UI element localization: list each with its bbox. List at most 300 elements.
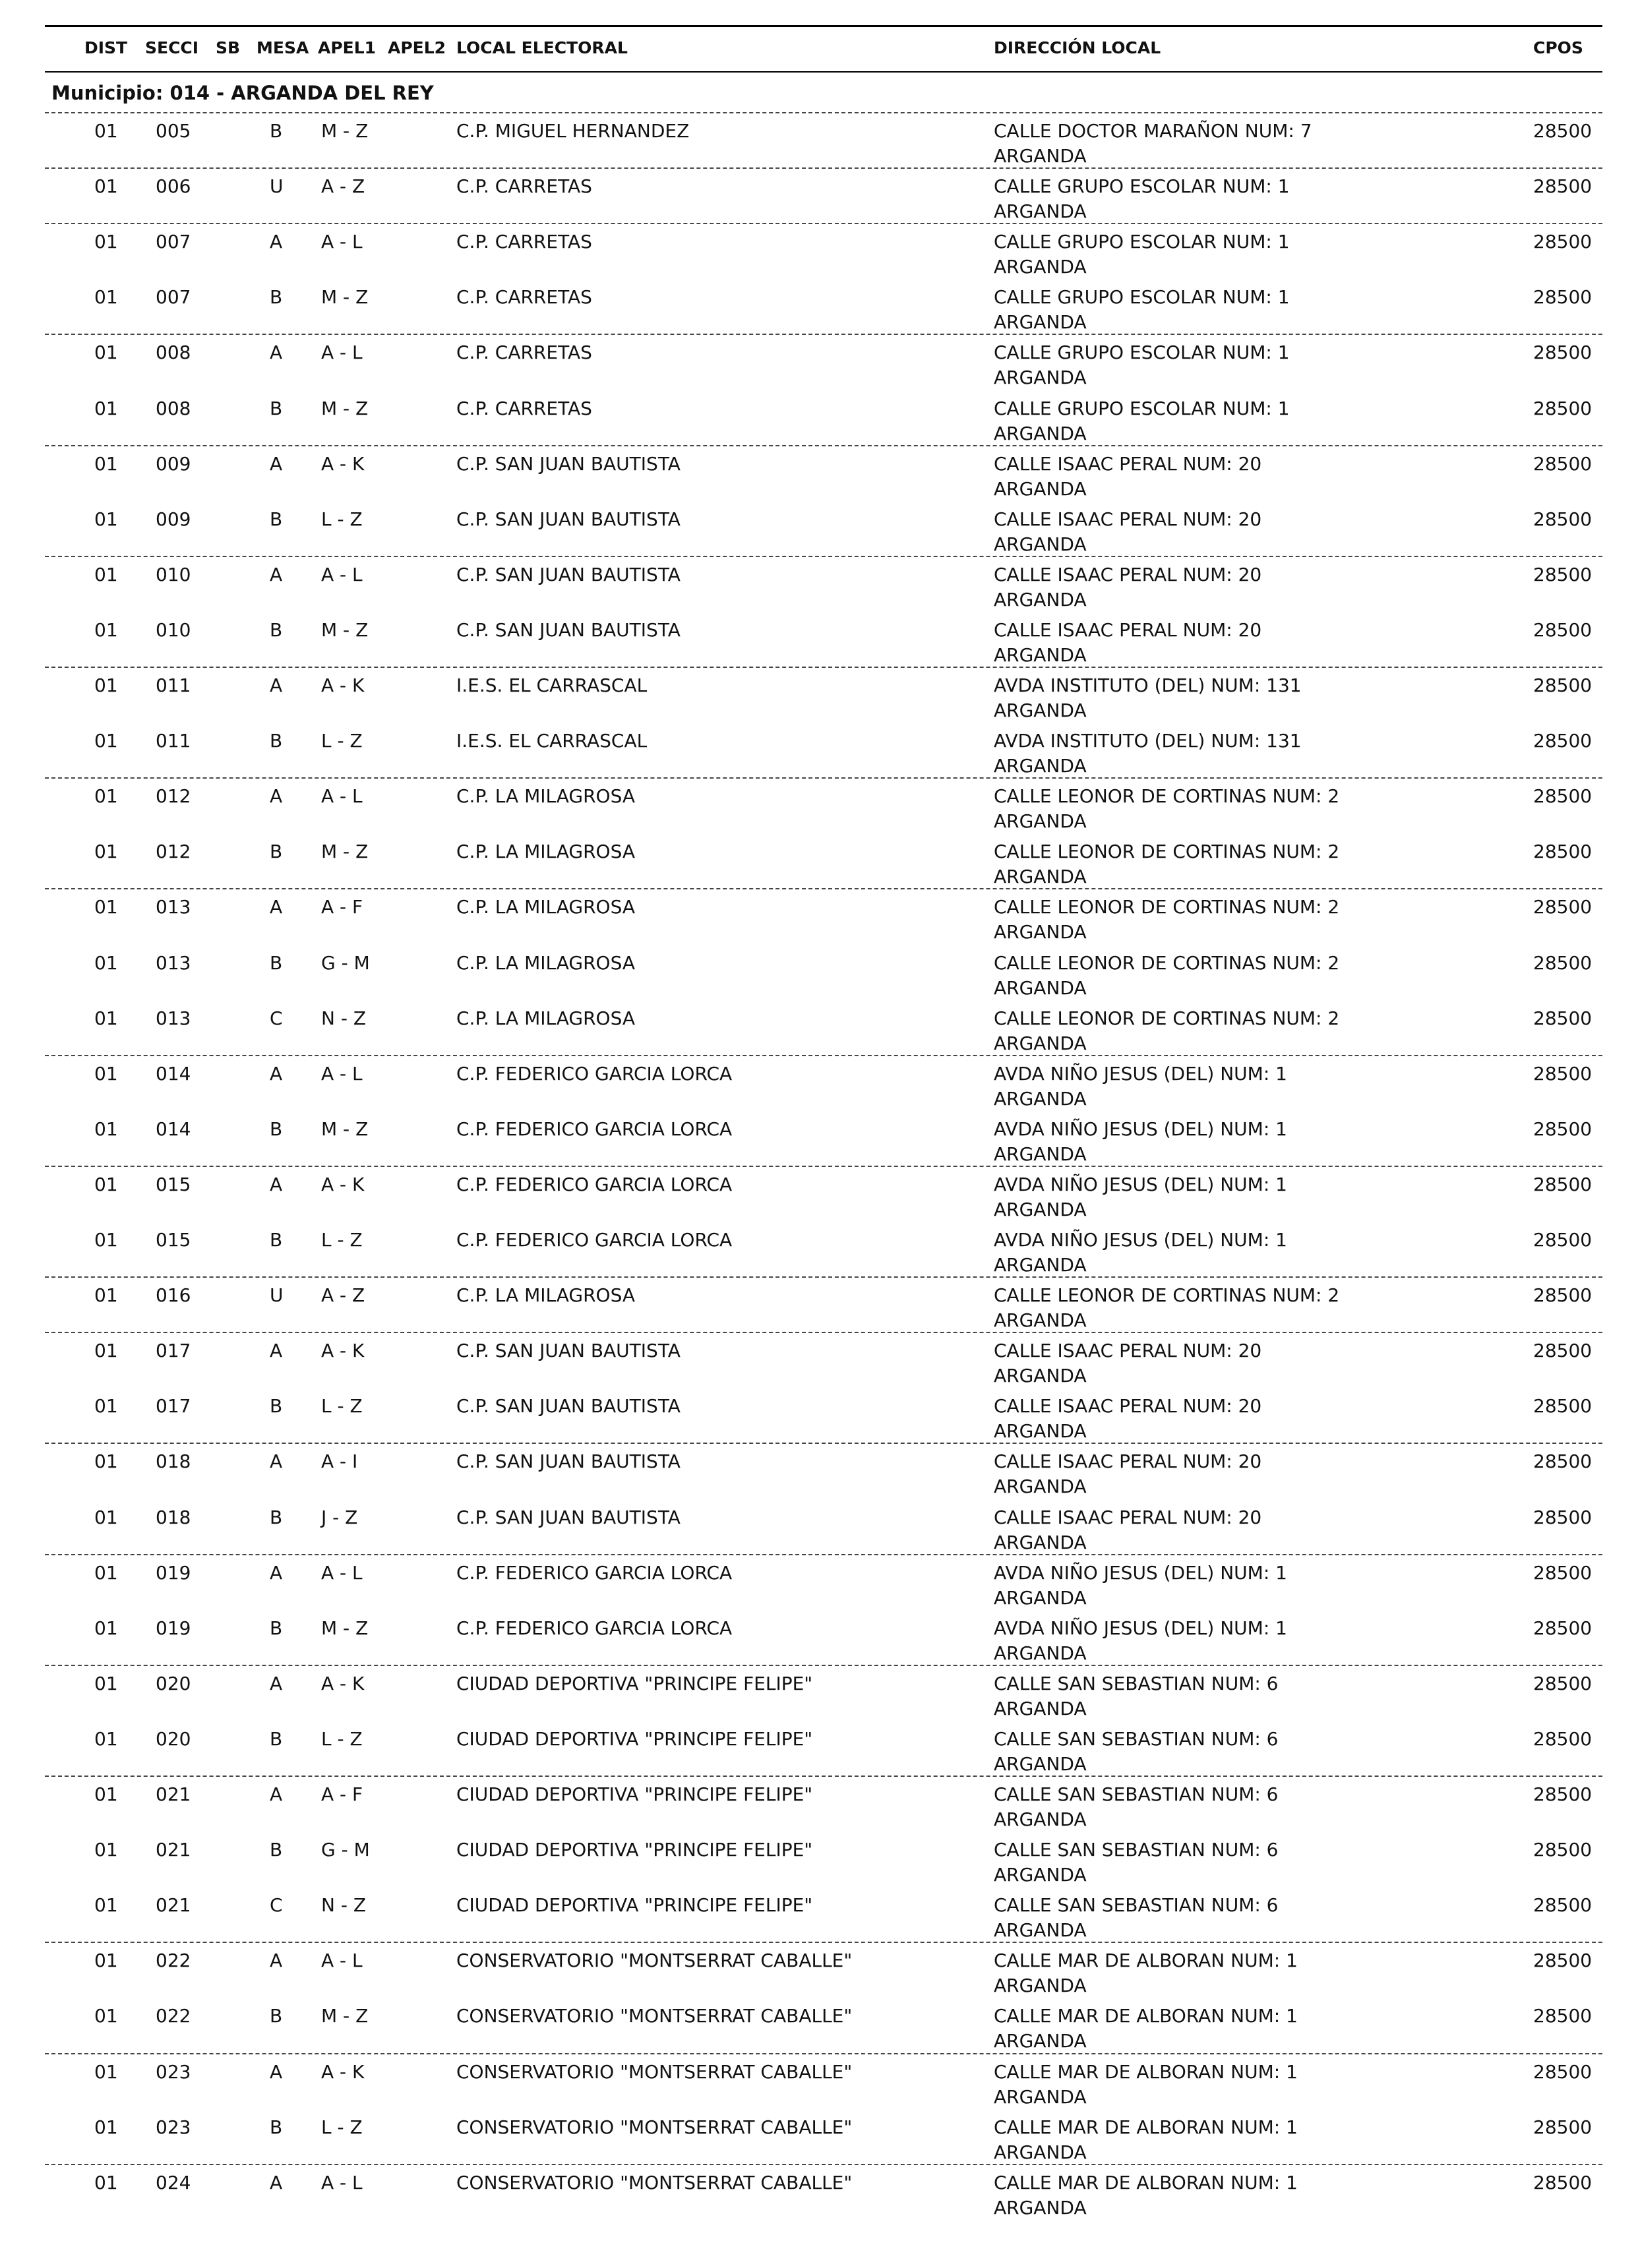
cell-secci: 020 — [156, 1673, 191, 1694]
cell-mesa: A - Z — [321, 175, 365, 197]
cell-local: C.P. LA MILAGROSA — [456, 841, 636, 862]
cell-sb: A — [270, 1950, 283, 1971]
cell-dist: 01 — [94, 1118, 118, 1140]
cell-secci: 014 — [156, 1063, 191, 1085]
cell-mesa: A - L — [321, 2172, 363, 2193]
cell-mesa: J - Z — [321, 1507, 358, 1528]
cell-sb: B — [270, 398, 283, 419]
cell-local: C.P. CARRETAS — [456, 286, 592, 308]
table-row — [0, 1613, 1638, 1669]
cell-local: I.E.S. EL CARRASCAL — [456, 674, 648, 696]
cell-dist: 01 — [94, 1340, 118, 1361]
cell-mesa: A - K — [321, 1673, 365, 1694]
cell-address-line1: CALLE LEONOR DE CORTINAS NUM: 2 — [994, 896, 1340, 918]
cell-address-line2: ARGANDA — [994, 1254, 1087, 1276]
cell-cpos: 28500 — [1533, 785, 1592, 807]
cell-local: C.P. SAN JUAN BAUTISTA — [456, 508, 681, 530]
cell-mesa: M - Z — [321, 1617, 369, 1639]
cell-address-line2: ARGANDA — [994, 977, 1087, 999]
table-row — [0, 1170, 1638, 1225]
cell-cpos: 28500 — [1533, 2116, 1592, 2138]
cell-secci: 019 — [156, 1617, 191, 1639]
table-row — [0, 781, 1638, 837]
cell-cpos: 28500 — [1533, 1118, 1592, 1140]
cell-address-line2: ARGANDA — [994, 589, 1087, 611]
cell-address-line1: CALLE ISAAC PERAL NUM: 20 — [994, 453, 1262, 475]
cell-sb: B — [270, 952, 283, 974]
cell-local: C.P. CARRETAS — [456, 398, 592, 419]
cell-address-line1: AVDA NIÑO JESUS (DEL) NUM: 1 — [994, 1118, 1287, 1140]
cell-dist: 01 — [94, 2116, 118, 2138]
cell-sb: A — [270, 1450, 283, 1472]
cell-address-line2: ARGANDA — [994, 256, 1087, 278]
row-separator — [45, 1665, 1602, 1666]
cell-cpos: 28500 — [1533, 1007, 1592, 1029]
cell-address-line1: CALLE SAN SEBASTIAN NUM: 6 — [994, 1894, 1279, 1916]
cell-address-line2: ARGANDA — [994, 1975, 1087, 1996]
top-rule — [45, 25, 1602, 27]
cell-secci: 020 — [156, 1728, 191, 1750]
cell-cpos: 28500 — [1533, 1395, 1592, 1417]
cell-mesa: A - L — [321, 342, 363, 363]
municipio-heading: Municipio: 014 - ARGANDA DEL REY — [51, 82, 434, 104]
cell-address-line1: AVDA INSTITUTO (DEL) NUM: 131 — [994, 674, 1302, 696]
cell-sb: A — [270, 1340, 283, 1361]
cell-dist: 01 — [94, 1839, 118, 1861]
cell-sb: B — [270, 2005, 283, 2027]
row-separator — [45, 1443, 1602, 1444]
row-separator — [45, 556, 1602, 557]
cell-secci: 021 — [156, 1894, 191, 1916]
cell-secci: 007 — [156, 286, 191, 308]
cell-local: C.P. FEDERICO GARCIA LORCA — [456, 1063, 733, 1085]
cell-local: C.P. SAN JUAN BAUTISTA — [456, 453, 681, 475]
cell-cpos: 28500 — [1533, 1063, 1592, 1085]
cell-sb: B — [270, 2116, 283, 2138]
cell-cpos: 28500 — [1533, 453, 1592, 475]
table-row — [0, 671, 1638, 726]
cell-sb: U — [270, 1284, 284, 1306]
cell-mesa: L - Z — [321, 1728, 363, 1750]
cell-local: C.P. LA MILAGROSA — [456, 1284, 636, 1306]
cell-dist: 01 — [94, 1395, 118, 1417]
cell-address-line1: AVDA INSTITUTO (DEL) NUM: 131 — [994, 730, 1302, 752]
cell-sb: B — [270, 841, 283, 862]
cell-dist: 01 — [94, 896, 118, 918]
table-row — [0, 1503, 1638, 1558]
cell-secci: 019 — [156, 1562, 191, 1584]
row-separator — [45, 777, 1602, 779]
cell-cpos: 28500 — [1533, 674, 1592, 696]
row-separator — [45, 1055, 1602, 1056]
cell-address-line2: ARGANDA — [994, 1919, 1087, 1941]
cell-mesa: L - Z — [321, 730, 363, 752]
cell-sb: B — [270, 1839, 283, 1861]
cell-dist: 01 — [94, 2005, 118, 2027]
cell-sb: A — [270, 1783, 283, 1805]
cell-local: C.P. FEDERICO GARCIA LORCA — [456, 1562, 733, 1584]
cell-sb: B — [270, 1395, 283, 1417]
cell-sb: B — [270, 1728, 283, 1750]
cell-mesa: M - Z — [321, 2005, 369, 2027]
cell-address-line1: CALLE ISAAC PERAL NUM: 20 — [994, 1450, 1262, 1472]
cell-sb: A — [270, 1562, 283, 1584]
table-row — [0, 1114, 1638, 1170]
cell-dist: 01 — [94, 2172, 118, 2193]
table-row — [0, 1558, 1638, 1613]
cell-mesa: L - Z — [321, 1395, 363, 1417]
cell-cpos: 28500 — [1533, 730, 1592, 752]
cell-address-line2: ARGANDA — [994, 1476, 1087, 1497]
cell-address-line2: ARGANDA — [994, 2086, 1087, 2108]
cell-cpos: 28500 — [1533, 120, 1592, 142]
cell-address-line1: CALLE LEONOR DE CORTINAS NUM: 2 — [994, 952, 1340, 974]
cell-address-line1: CALLE GRUPO ESCOLAR NUM: 1 — [994, 286, 1290, 308]
cell-address-line1: CALLE LEONOR DE CORTINAS NUM: 2 — [994, 841, 1340, 862]
cell-dist: 01 — [94, 1450, 118, 1472]
cell-local: C.P. SAN JUAN BAUTISTA — [456, 619, 681, 641]
cell-address-line1: CALLE DOCTOR MARAÑON NUM: 7 — [994, 120, 1312, 142]
cell-local: C.P. LA MILAGROSA — [456, 952, 636, 974]
cell-cpos: 28500 — [1533, 1839, 1592, 1861]
cell-local: C.P. SAN JUAN BAUTISTA — [456, 1340, 681, 1361]
cell-address-line2: ARGANDA — [994, 1199, 1087, 1220]
cell-mesa: A - L — [321, 564, 363, 585]
cell-sb: A — [270, 1673, 283, 1694]
cell-dist: 01 — [94, 1229, 118, 1251]
table-row — [0, 1835, 1638, 1890]
cell-mesa: A - L — [321, 1950, 363, 1971]
cell-dist: 01 — [94, 1783, 118, 1805]
cell-secci: 007 — [156, 231, 191, 253]
cell-address-line1: CALLE SAN SEBASTIAN NUM: 6 — [994, 1839, 1279, 1861]
cell-sb: B — [270, 730, 283, 752]
cell-cpos: 28500 — [1533, 2172, 1592, 2193]
cell-dist: 01 — [94, 1894, 118, 1916]
cell-sb: B — [270, 286, 283, 308]
cell-dist: 01 — [94, 1174, 118, 1195]
cell-sb: B — [270, 1118, 283, 1140]
cell-cpos: 28500 — [1533, 2061, 1592, 2083]
cell-dist: 01 — [94, 785, 118, 807]
header-cpos: CPOS — [1533, 38, 1583, 57]
cell-address-line1: CALLE MAR DE ALBORAN NUM: 1 — [994, 2061, 1298, 2083]
cell-dist: 01 — [94, 398, 118, 419]
cell-local: C.P. CARRETAS — [456, 175, 592, 197]
table-row — [0, 1225, 1638, 1280]
row-separator — [45, 167, 1602, 169]
cell-address-line2: ARGANDA — [994, 810, 1087, 832]
cell-secci: 013 — [156, 1007, 191, 1029]
row-separator — [45, 1942, 1602, 1943]
cell-mesa: M - Z — [321, 286, 369, 308]
cell-address-line1: CALLE GRUPO ESCOLAR NUM: 1 — [994, 175, 1290, 197]
table-row — [0, 2112, 1638, 2168]
cell-address-line1: CALLE SAN SEBASTIAN NUM: 6 — [994, 1728, 1279, 1750]
cell-dist: 01 — [94, 1063, 118, 1085]
cell-dist: 01 — [94, 952, 118, 974]
row-separator — [45, 1276, 1602, 1278]
cell-address-line2: ARGANDA — [994, 367, 1087, 388]
cell-secci: 023 — [156, 2116, 191, 2138]
cell-mesa: A - K — [321, 2061, 365, 2083]
cell-address-line2: ARGANDA — [994, 478, 1087, 500]
cell-address-line2: ARGANDA — [994, 1698, 1087, 1719]
cell-dist: 01 — [94, 841, 118, 862]
cell-dist: 01 — [94, 120, 118, 142]
cell-secci: 021 — [156, 1839, 191, 1861]
cell-address-line2: ARGANDA — [994, 1309, 1087, 1331]
table-row — [0, 560, 1638, 615]
cell-secci: 008 — [156, 398, 191, 419]
cell-address-line2: ARGANDA — [994, 1642, 1087, 1664]
cell-mesa: A - L — [321, 1562, 363, 1584]
cell-dist: 01 — [94, 1284, 118, 1306]
cell-sb: B — [270, 1507, 283, 1528]
header-dist: DIST — [84, 38, 128, 57]
cell-sb: A — [270, 231, 283, 253]
cell-dist: 01 — [94, 508, 118, 530]
cell-mesa: L - Z — [321, 2116, 363, 2138]
cell-mesa: G - M — [321, 952, 370, 974]
table-row — [0, 1280, 1638, 1336]
table-row — [0, 1336, 1638, 1391]
table-row — [0, 2001, 1638, 2056]
cell-cpos: 28500 — [1533, 2005, 1592, 2027]
table-row — [0, 892, 1638, 947]
cell-local: C.P. SAN JUAN BAUTISTA — [456, 1450, 681, 1472]
table-row — [0, 1724, 1638, 1779]
cell-cpos: 28500 — [1533, 1229, 1592, 1251]
cell-dist: 01 — [94, 175, 118, 197]
cell-cpos: 28500 — [1533, 175, 1592, 197]
cell-secci: 013 — [156, 896, 191, 918]
cell-cpos: 28500 — [1533, 841, 1592, 862]
cell-local: C.P. SAN JUAN BAUTISTA — [456, 564, 681, 585]
cell-address-line2: ARGANDA — [994, 1753, 1087, 1775]
cell-address-line1: CALLE LEONOR DE CORTINAS NUM: 2 — [994, 1007, 1340, 1029]
cell-address-line2: ARGANDA — [994, 1143, 1087, 1165]
cell-mesa: A - K — [321, 1340, 365, 1361]
cell-cpos: 28500 — [1533, 1894, 1592, 1916]
table-row — [0, 2057, 1638, 2112]
cell-cpos: 28500 — [1533, 896, 1592, 918]
cell-dist: 01 — [94, 619, 118, 641]
cell-local: C.P. CARRETAS — [456, 231, 592, 253]
cell-address-line1: AVDA NIÑO JESUS (DEL) NUM: 1 — [994, 1063, 1287, 1085]
cell-address-line1: CALLE MAR DE ALBORAN NUM: 1 — [994, 2005, 1298, 2027]
cell-mesa: A - L — [321, 1063, 363, 1085]
cell-mesa: M - Z — [321, 619, 369, 641]
cell-address-line2: ARGANDA — [994, 755, 1087, 777]
cell-address-line2: ARGANDA — [994, 533, 1087, 555]
cell-secci: 008 — [156, 342, 191, 363]
header-apel2: APEL2 — [388, 38, 446, 57]
cell-secci: 023 — [156, 2061, 191, 2083]
cell-secci: 018 — [156, 1507, 191, 1528]
cell-sb: B — [270, 120, 283, 142]
cell-sb: A — [270, 453, 283, 475]
cell-address-line2: ARGANDA — [994, 1532, 1087, 1553]
cell-mesa: A - L — [321, 231, 363, 253]
cell-sb: A — [270, 564, 283, 585]
row-separator — [45, 112, 1602, 113]
cell-mesa: A - F — [321, 896, 363, 918]
cell-secci: 006 — [156, 175, 191, 197]
header-secci: SECCI — [145, 38, 199, 57]
table-row — [0, 837, 1638, 892]
cell-secci: 011 — [156, 730, 191, 752]
cell-cpos: 28500 — [1533, 1783, 1592, 1805]
cell-address-line2: ARGANDA — [994, 200, 1087, 222]
cell-dist: 01 — [94, 730, 118, 752]
cell-mesa: A - K — [321, 674, 365, 696]
cell-address-line2: ARGANDA — [994, 644, 1087, 666]
cell-local: CONSERVATORIO "MONTSERRAT CABALLE" — [456, 2116, 853, 2138]
cell-address-line2: ARGANDA — [994, 2197, 1087, 2219]
cell-local: I.E.S. EL CARRASCAL — [456, 730, 648, 752]
row-separator — [45, 1332, 1602, 1333]
cell-address-line2: ARGANDA — [994, 311, 1087, 333]
table-row — [0, 171, 1638, 227]
table-row — [0, 227, 1638, 282]
cell-cpos: 28500 — [1533, 564, 1592, 585]
cell-sb: A — [270, 342, 283, 363]
cell-mesa: A - L — [321, 785, 363, 807]
header-direccion: DIRECCIÓN LOCAL — [994, 38, 1161, 57]
cell-cpos: 28500 — [1533, 1174, 1592, 1195]
cell-mesa: A - Z — [321, 1284, 365, 1306]
cell-local: C.P. SAN JUAN BAUTISTA — [456, 1395, 681, 1417]
header-apel1: APEL1 — [318, 38, 377, 57]
cell-cpos: 28500 — [1533, 231, 1592, 253]
table-row — [0, 1669, 1638, 1724]
cell-cpos: 28500 — [1533, 398, 1592, 419]
row-separator — [45, 2164, 1602, 2165]
cell-cpos: 28500 — [1533, 1507, 1592, 1528]
header-mesa: MESA — [257, 38, 309, 57]
cell-mesa: A - K — [321, 1174, 365, 1195]
cell-secci: 024 — [156, 2172, 191, 2193]
cell-local: CIUDAD DEPORTIVA "PRINCIPE FELIPE" — [456, 1839, 813, 1861]
cell-mesa: A - K — [321, 453, 365, 475]
cell-address-line1: CALLE GRUPO ESCOLAR NUM: 1 — [994, 398, 1290, 419]
table-row — [0, 1946, 1638, 2001]
cell-mesa: M - Z — [321, 841, 369, 862]
table-row — [0, 1391, 1638, 1447]
cell-cpos: 28500 — [1533, 619, 1592, 641]
cell-cpos: 28500 — [1533, 286, 1592, 308]
cell-dist: 01 — [94, 342, 118, 363]
cell-cpos: 28500 — [1533, 342, 1592, 363]
table-row — [0, 394, 1638, 449]
cell-address-line2: ARGANDA — [994, 866, 1087, 887]
table-row — [0, 1890, 1638, 1946]
cell-address-line2: ARGANDA — [994, 1420, 1087, 1442]
cell-local: CIUDAD DEPORTIVA "PRINCIPE FELIPE" — [456, 1728, 813, 1750]
cell-mesa: M - Z — [321, 398, 369, 419]
cell-dist: 01 — [94, 1950, 118, 1971]
row-separator — [45, 2053, 1602, 2054]
cell-local: CONSERVATORIO "MONTSERRAT CABALLE" — [456, 2061, 853, 2083]
cell-address-line2: ARGANDA — [994, 2030, 1087, 2052]
cell-cpos: 28500 — [1533, 1562, 1592, 1584]
cell-secci: 016 — [156, 1284, 191, 1306]
cell-sb: A — [270, 1174, 283, 1195]
cell-secci: 012 — [156, 841, 191, 862]
cell-mesa: M - Z — [321, 1118, 369, 1140]
cell-cpos: 28500 — [1533, 1450, 1592, 1472]
cell-local: C.P. FEDERICO GARCIA LORCA — [456, 1174, 733, 1195]
cell-secci: 005 — [156, 120, 191, 142]
cell-local: CONSERVATORIO "MONTSERRAT CABALLE" — [456, 2172, 853, 2193]
cell-address-line1: CALLE ISAAC PERAL NUM: 20 — [994, 1507, 1262, 1528]
cell-address-line1: CALLE GRUPO ESCOLAR NUM: 1 — [994, 342, 1290, 363]
cell-address-line2: ARGANDA — [994, 145, 1087, 167]
cell-sb: U — [270, 175, 284, 197]
cell-address-line1: AVDA NIÑO JESUS (DEL) NUM: 1 — [994, 1562, 1287, 1584]
cell-address-line1: CALLE LEONOR DE CORTINAS NUM: 2 — [994, 785, 1340, 807]
cell-sb: C — [270, 1007, 283, 1029]
cell-address-line1: CALLE LEONOR DE CORTINAS NUM: 2 — [994, 1284, 1340, 1306]
cell-address-line1: CALLE MAR DE ALBORAN NUM: 1 — [994, 1950, 1298, 1971]
cell-address-line1: AVDA NIÑO JESUS (DEL) NUM: 1 — [994, 1617, 1287, 1639]
cell-secci: 010 — [156, 619, 191, 641]
table-row — [0, 449, 1638, 504]
table-header — [0, 38, 1638, 62]
cell-secci: 017 — [156, 1395, 191, 1417]
cell-sb: A — [270, 674, 283, 696]
cell-address-line2: ARGANDA — [994, 1864, 1087, 1886]
cell-cpos: 28500 — [1533, 1950, 1592, 1971]
cell-dist: 01 — [94, 1562, 118, 1584]
cell-address-line1: CALLE GRUPO ESCOLAR NUM: 1 — [994, 231, 1290, 253]
row-separator — [45, 888, 1602, 889]
cell-secci: 010 — [156, 564, 191, 585]
cell-local: C.P. FEDERICO GARCIA LORCA — [456, 1617, 733, 1639]
cell-mesa: M - Z — [321, 120, 369, 142]
cell-dist: 01 — [94, 286, 118, 308]
cell-dist: 01 — [94, 674, 118, 696]
row-separator — [45, 667, 1602, 668]
table-row — [0, 2168, 1638, 2223]
cell-cpos: 28500 — [1533, 1673, 1592, 1694]
header-local: LOCAL ELECTORAL — [456, 38, 628, 57]
table-row — [0, 504, 1638, 560]
cell-local: C.P. FEDERICO GARCIA LORCA — [456, 1118, 733, 1140]
cell-local: CIUDAD DEPORTIVA "PRINCIPE FELIPE" — [456, 1673, 813, 1694]
cell-address-line2: ARGANDA — [994, 1808, 1087, 1830]
cell-local: C.P. CARRETAS — [456, 342, 592, 363]
table-row — [0, 1447, 1638, 1502]
cell-mesa: G - M — [321, 1839, 370, 1861]
table-row — [0, 1779, 1638, 1835]
table-row — [0, 948, 1638, 1003]
cell-secci: 015 — [156, 1174, 191, 1195]
cell-mesa: L - Z — [321, 1229, 363, 1251]
cell-secci: 022 — [156, 2005, 191, 2027]
cell-mesa: N - Z — [321, 1007, 367, 1029]
cell-cpos: 28500 — [1533, 1728, 1592, 1750]
cell-address-line1: CALLE ISAAC PERAL NUM: 20 — [994, 564, 1262, 585]
row-separator — [45, 445, 1602, 446]
cell-mesa: L - Z — [321, 508, 363, 530]
cell-secci: 018 — [156, 1450, 191, 1472]
cell-sb: C — [270, 1894, 283, 1916]
cell-secci: 017 — [156, 1340, 191, 1361]
cell-sb: B — [270, 508, 283, 530]
cell-secci: 015 — [156, 1229, 191, 1251]
